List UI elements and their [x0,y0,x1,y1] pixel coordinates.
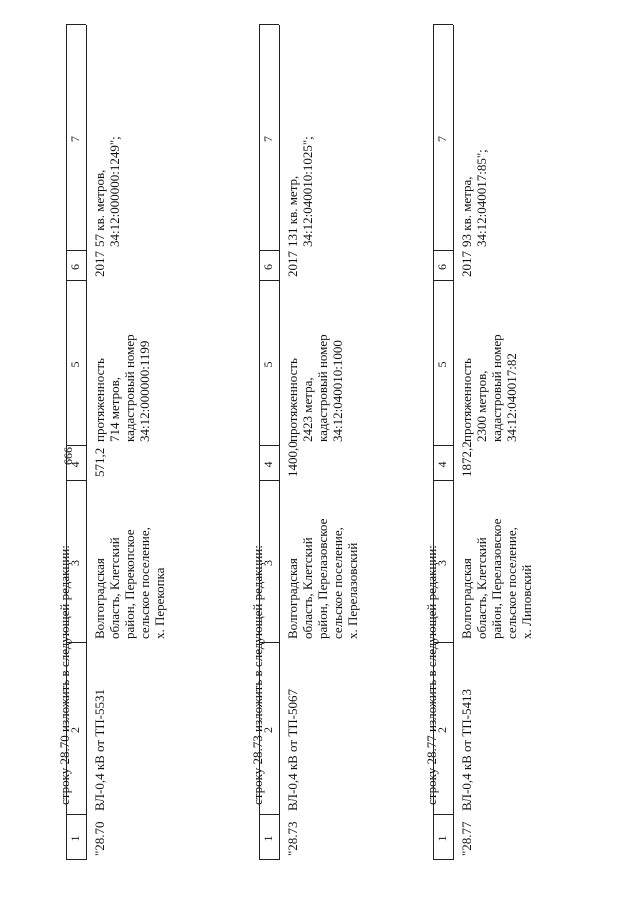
column-number: 5 [261,361,275,368]
column-number: 5 [68,361,82,368]
column-divider [259,445,279,446]
column-number: 1 [261,835,275,842]
column-divider [433,24,453,25]
table-header-line [279,25,280,860]
column-divider [433,814,453,815]
table-cell: протяженность 714 метров, кадастровый номер 34:12:000000:1199 [92,334,152,442]
column-number: 4 [435,461,449,468]
table-top-line [66,25,67,860]
table-cell: протяженность 2423 метра, кадастровый номер 34:12:040010:1000 [285,334,345,442]
column-number: 2 [68,727,82,733]
table-cell: "28.73 [285,821,300,856]
column-divider [259,814,279,815]
column-divider [259,280,279,281]
column-number: 4 [261,461,275,468]
column-divider [66,24,86,25]
table-cell: 93 кв. метра, 34:12:040017:85"; [459,149,489,247]
table-cell: 2017 [92,251,107,277]
column-divider [259,480,279,481]
column-divider [433,445,453,446]
column-number: 2 [261,727,275,733]
column-divider [433,859,453,860]
page-number: 666 [61,447,75,465]
column-divider [259,859,279,860]
table-cell: Волгоградская область, Клетский район, Перекопское сельское поселение, х. Перекопка [92,527,167,639]
table-cell: ВЛ-0,4 кВ от ТП-5531 [92,689,107,811]
table-header-line [86,25,87,860]
column-divider [433,480,453,481]
column-divider [66,480,86,481]
column-divider [66,445,86,446]
column-number: 3 [68,560,82,566]
table-cell: 1400,0 [285,441,300,477]
column-divider [259,250,279,251]
table-cell: "28.70 [92,821,107,856]
column-number: 2 [435,727,449,733]
column-number: 1 [68,835,82,842]
column-divider [66,250,86,251]
table-cell: "28.77 [459,821,474,856]
column-divider [433,642,453,643]
column-number: 7 [435,136,449,142]
section-intro: строку 28.73 изложить в следующей редакции: [250,545,265,805]
table-cell: 2017 [285,251,300,277]
table-cell: ВЛ-0,4 кВ от ТП-5413 [459,689,474,811]
column-number: 6 [261,264,275,270]
column-divider [259,24,279,25]
column-divider [433,280,453,281]
column-number: 7 [68,136,82,142]
column-divider [66,859,86,860]
column-number: 6 [435,264,449,270]
column-divider [66,642,86,643]
table-top-line [259,25,260,860]
column-number: 3 [261,560,275,566]
column-divider [66,814,86,815]
column-divider [433,250,453,251]
column-number: 4 [68,461,82,468]
column-number: 1 [435,835,449,842]
column-number: 7 [261,136,275,142]
table-cell: 571,2 [92,447,107,477]
table-cell: 1872,2 [459,441,474,477]
table-cell: ВЛ-0,4 кВ от ТП-5067 [285,689,300,811]
column-divider [66,280,86,281]
column-number: 3 [435,560,449,566]
table-cell: Волгоградская область, Клетский район, Перелазовское сельское поселение, х. Липовский [459,518,534,639]
column-number: 6 [68,264,82,270]
table-header-line [453,25,454,860]
section-intro: строку 28.70 изложить в следующей редакции: [57,545,72,805]
column-divider [259,642,279,643]
section-intro: строку 28.77 изложить в следующей редакции: [424,545,439,805]
table-cell: 2017 [459,251,474,277]
column-number: 5 [435,361,449,368]
table-cell: Волгоградская область, Клетский район, Перелазовское сельское поселение, х. Перелазовский [285,518,360,639]
table-cell: протяженность 2300 метров, кадастровый номер 34:12:040017:82 [459,334,519,442]
table-cell: 57 кв. метров, 34:12:000000:1249"; [92,136,122,247]
table-top-line [433,25,434,860]
table-cell: 131 кв. метр, 34:12:040010:1025"; [285,136,315,247]
